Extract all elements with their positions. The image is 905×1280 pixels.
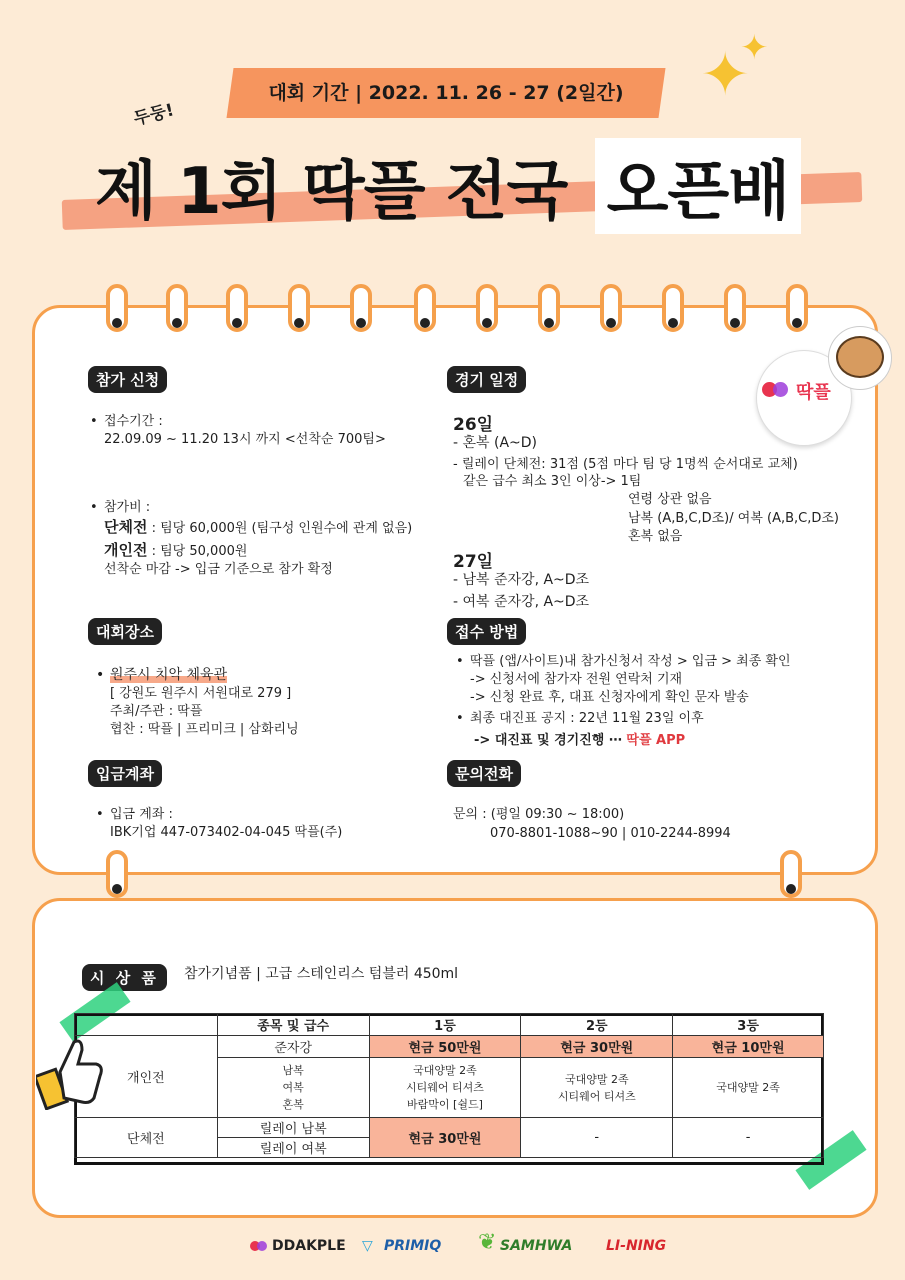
method-line5 bbox=[474, 732, 685, 750]
team-fee-value: : 팀당 60,000원 (팀구성 인원수에 관계 없음) bbox=[147, 521, 413, 536]
team-fee bbox=[104, 518, 412, 538]
fee-label: • 참가비 : bbox=[104, 499, 150, 517]
exclaim-text: 두둥! bbox=[131, 100, 177, 130]
binder-ring bbox=[106, 850, 128, 898]
event-item: 여복 bbox=[282, 1081, 304, 1094]
fee-note: 선착순 마감 -> 입금 기준으로 참가 확정 bbox=[104, 562, 333, 577]
account-label: • 입금 계좌 : bbox=[110, 806, 173, 824]
prize-item: 국대양말 2족 bbox=[413, 1064, 477, 1077]
table-header: 3등 bbox=[673, 1014, 824, 1036]
binder-ring bbox=[288, 284, 310, 332]
table-row bbox=[75, 1118, 824, 1138]
table-row bbox=[75, 1036, 824, 1058]
method-line5-text: -> 대진표 및 경기진행 ⋯ bbox=[474, 733, 622, 748]
day1-line1: - 혼복 (A~D) bbox=[453, 435, 538, 451]
table-header-row bbox=[75, 1014, 824, 1036]
binder-ring bbox=[106, 284, 128, 332]
venue-sponsor: 협찬 : 딱플 | 프리미크 | 삼화리닝 bbox=[110, 722, 299, 737]
event-item: 남복 bbox=[282, 1064, 304, 1077]
binder-ring bbox=[350, 284, 372, 332]
binder-ring bbox=[600, 284, 622, 332]
sponsor-primiq: PRIMIQ bbox=[384, 1238, 442, 1254]
venue-name: • 원주시 치악 체육관 bbox=[110, 665, 227, 685]
page-title bbox=[95, 138, 801, 234]
venue-tag: 대회장소 bbox=[88, 618, 162, 645]
event-item: 혼복 bbox=[282, 1098, 304, 1111]
contact-phones: 070-8801-1088~90 | 010-2244-8994 bbox=[490, 826, 731, 841]
solo-fee bbox=[104, 541, 247, 561]
prize-cell: 현금 10만원 bbox=[673, 1036, 824, 1058]
apply-period-label: • 접수기간 : bbox=[104, 413, 163, 431]
sponsor-ddakple: DDAKPLE bbox=[272, 1238, 346, 1254]
solo-fee-label: 개인전 bbox=[104, 541, 148, 559]
method-line2: -> 신청서에 참가자 전원 연락처 기재 bbox=[470, 672, 683, 687]
day1-line2: - 릴레이 단체전: 31점 (5점 마다 팀 당 1명씩 순서대로 교체) bbox=[453, 457, 798, 472]
binder-ring bbox=[724, 284, 746, 332]
day2-label: 27일 bbox=[453, 552, 494, 572]
prize-item: 국대양말 2족 bbox=[564, 1072, 629, 1086]
category-solo: 개인전 bbox=[75, 1036, 218, 1118]
event-cell: 준자강 bbox=[217, 1036, 369, 1058]
event-period: 대회 기간 | 2022. 11. 26 - 27 (2일간) bbox=[268, 82, 624, 104]
table-header: 종목 및 급수 bbox=[217, 1014, 369, 1036]
method-line3: -> 신청 완료 후, 대표 신청자에게 확인 문자 발송 bbox=[470, 690, 749, 705]
event-cell: 릴레이 남복 bbox=[217, 1118, 369, 1138]
venue-address: [ 강원도 원주시 서원대로 279 ] bbox=[110, 686, 292, 701]
sticker-brand: 딱플 bbox=[796, 382, 831, 403]
binder-ring bbox=[414, 284, 436, 332]
table-header: 1등 bbox=[369, 1014, 521, 1036]
account-value: IBK기업 447-073402-04-045 딱플(주) bbox=[110, 825, 343, 840]
binder-ring bbox=[538, 284, 560, 332]
prize-cell: 현금 30만원 bbox=[369, 1118, 521, 1158]
prize-item: 바람막이 [쉴드] bbox=[407, 1098, 483, 1111]
hamster-icon bbox=[836, 336, 884, 378]
venue-host: 주최/주관 : 딱플 bbox=[110, 704, 203, 719]
day2-line2: - 여복 준자강, A~D조 bbox=[453, 594, 590, 610]
binder-ring bbox=[226, 284, 248, 332]
gift-text: 참가기념품 | 고급 스테인리스 텀블러 450ml bbox=[184, 966, 459, 982]
sparkle-icon: ✦ bbox=[700, 40, 751, 110]
solo-fee-value: : 팀당 50,000원 bbox=[147, 544, 248, 559]
sponsor-samhwa: SAMHWA bbox=[500, 1238, 573, 1254]
day1-line4: 연령 상관 없음 bbox=[628, 492, 712, 507]
prize-item: 시티웨어 티셔츠 bbox=[557, 1089, 636, 1103]
method-app-link: 딱플 APP bbox=[621, 733, 686, 748]
prize-cell: 현금 30만원 bbox=[521, 1036, 673, 1058]
binder-ring bbox=[476, 284, 498, 332]
day2-line1: - 남복 준자강, A~D조 bbox=[453, 572, 590, 588]
method-line1: • 딱플 (앱/사이트)내 참가신청서 작성 > 입금 > 최종 확인 bbox=[470, 653, 791, 671]
binder-ring bbox=[662, 284, 684, 332]
day1-line5: 남복 (A,B,C,D조)/ 여복 (A,B,C,D조) bbox=[628, 511, 840, 526]
sparkle-small-icon: ✦ bbox=[740, 28, 769, 68]
event-cell: 릴레이 여복 bbox=[217, 1138, 369, 1158]
title-main: 제 1회 딱플 전국 bbox=[95, 155, 568, 229]
day1-line6: 혼복 없음 bbox=[628, 529, 683, 544]
ddakple-logo-icon-2 bbox=[257, 1241, 267, 1251]
title-accent: 오픈배 bbox=[595, 138, 801, 234]
prize-cell: 현금 50만원 bbox=[369, 1036, 521, 1058]
event-cell bbox=[217, 1058, 369, 1118]
prize-cell bbox=[369, 1058, 521, 1118]
sponsor-lining: LI-NING bbox=[606, 1238, 667, 1254]
apply-tag: 참가 신청 bbox=[88, 366, 167, 393]
samhwa-icon: ❦ bbox=[478, 1230, 497, 1255]
logo-dot-purple bbox=[773, 382, 788, 397]
binder-ring bbox=[166, 284, 188, 332]
team-fee-label: 단체전 bbox=[104, 518, 148, 536]
category-team: 단체전 bbox=[75, 1118, 218, 1158]
contact-hours: 문의 : (평일 09:30 ~ 18:00) bbox=[453, 807, 625, 822]
prize-cell bbox=[521, 1058, 673, 1118]
apply-period-value: 22.09.09 ~ 11.20 13시 까지 <선착순 700팀> bbox=[104, 432, 386, 447]
prize-tag: 시 상 품 bbox=[82, 964, 167, 991]
thumbs-up-icon bbox=[36, 1032, 106, 1110]
prize-item: 시티웨어 티셔츠 bbox=[406, 1081, 484, 1094]
method-line4: • 최종 대진표 공지 : 22년 11월 23일 이후 bbox=[470, 710, 704, 728]
binder-ring bbox=[786, 284, 808, 332]
schedule-tag: 경기 일정 bbox=[447, 366, 526, 393]
prize-cell: - bbox=[673, 1118, 824, 1158]
prize-cell: 국대양말 2족 bbox=[673, 1058, 824, 1118]
day1-line3: 같은 급수 최소 3인 이상-> 1팀 bbox=[463, 474, 642, 489]
binder-ring bbox=[780, 850, 802, 898]
prize-table bbox=[74, 1013, 824, 1158]
account-tag: 입금계좌 bbox=[88, 760, 162, 787]
contact-tag: 문의전화 bbox=[447, 760, 521, 787]
method-tag: 접수 방법 bbox=[447, 618, 526, 645]
table-header: 2등 bbox=[521, 1014, 673, 1036]
day1-label: 26일 bbox=[453, 415, 494, 435]
prize-cell: - bbox=[521, 1118, 673, 1158]
primiq-icon: ▽ bbox=[362, 1238, 373, 1254]
